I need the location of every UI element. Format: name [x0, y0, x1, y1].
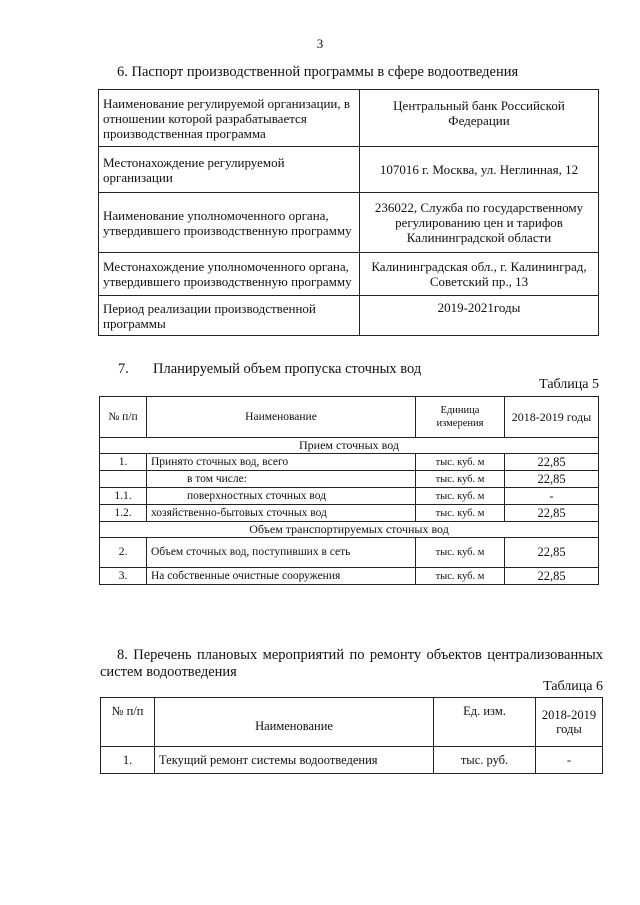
table6-label: Таблица 6 — [543, 679, 603, 694]
row-name: Принято сточных вод, всего — [147, 454, 416, 471]
table-row — [99, 296, 599, 336]
row-num: 1.2. — [100, 505, 147, 522]
row-num: 1. — [101, 747, 155, 774]
passport-value: Центральный банк Российской Федерации — [360, 90, 599, 147]
table-row — [101, 747, 603, 774]
row-num: 1.1. — [100, 488, 147, 505]
header-num: № п/п — [101, 698, 155, 747]
row-num: 3. — [100, 568, 147, 585]
table-header-row — [100, 397, 599, 438]
header-num: № п/п — [100, 397, 147, 438]
table-5 — [99, 396, 599, 585]
row-value: 22,85 — [505, 568, 599, 585]
row-name: хозяйственно-бытовых сточных вод — [147, 505, 416, 522]
row-value: - — [536, 747, 603, 774]
row-name: поверхностных сточных вод — [147, 488, 416, 505]
header-name: Наименование — [147, 397, 416, 438]
row-name: Текущий ремонт системы водоотведения — [155, 747, 434, 774]
row-name: На собственные очистные сооружения — [147, 568, 416, 585]
passport-label: Местонахождение регулируемой организации — [99, 147, 360, 193]
header-unit: Единица измерения — [416, 397, 505, 438]
row-unit: тыс. куб. м — [416, 538, 505, 568]
row-unit: тыс. куб. м — [416, 454, 505, 471]
row-value: 22,85 — [505, 454, 599, 471]
section6-title: 6. Паспорт производственной программы в сфере водоотведения — [117, 64, 519, 80]
section8-title: 8. Перечень плановых мероприятий по ремонту объектов централизованных систем водоотведения — [100, 647, 603, 680]
passport-label: Период реализации производственной программы — [99, 296, 360, 336]
header-unit: Ед. изм. — [434, 698, 536, 747]
header-period: 2018-2019 годы — [505, 397, 599, 438]
table-row — [100, 505, 599, 522]
row-value: 22,85 — [505, 538, 599, 568]
row-value: 22,85 — [505, 471, 599, 488]
row-num — [100, 471, 147, 488]
row-num: 1. — [100, 454, 147, 471]
row-unit: тыс. куб. м — [416, 471, 505, 488]
passport-value: 2019-2021годы — [360, 296, 599, 336]
table-row — [99, 253, 599, 296]
passport-label: Местонахождение уполномоченного органа, утвердившего производственную программу — [99, 253, 360, 296]
passport-value: 107016 г. Москва, ул. Неглинная, 12 — [360, 147, 599, 193]
group-label: Объем транспортируемых сточных вод — [100, 522, 599, 538]
page-number: 3 — [316, 36, 324, 51]
table-row — [100, 471, 599, 488]
group-row — [100, 522, 599, 538]
table-row — [100, 488, 599, 505]
table-row — [99, 147, 599, 193]
group-row — [100, 438, 599, 454]
section7-title: Планируемый объем пропуска сточных вод — [153, 361, 422, 377]
row-num: 2. — [100, 538, 147, 568]
passport-label: Наименование регулируемой организации, в отношении которой разрабатывается производственная программа — [99, 90, 360, 147]
row-name: в том числе: — [147, 471, 416, 488]
row-unit: тыс. руб. — [434, 747, 536, 774]
row-value: - — [505, 488, 599, 505]
row-unit: тыс. куб. м — [416, 568, 505, 585]
group-label: Прием сточных вод — [100, 438, 599, 454]
row-value: 22,85 — [505, 505, 599, 522]
header-period: 2018-2019 годы — [536, 698, 603, 747]
header-name: Наименование — [155, 698, 434, 747]
table-row — [99, 193, 599, 253]
table5-label: Таблица 5 — [539, 377, 599, 392]
row-unit: тыс. куб. м — [416, 488, 505, 505]
passport-value: 236022, Служба по государственному регулированию цен и тарифов Калининградской области — [360, 193, 599, 253]
row-unit: тыс. куб. м — [416, 505, 505, 522]
row-name: Объем сточных вод, поступивших в сеть — [147, 538, 416, 568]
passport-table — [98, 89, 599, 336]
table-row — [100, 454, 599, 471]
table-row — [99, 90, 599, 147]
table-row — [100, 538, 599, 568]
table-6 — [100, 697, 603, 774]
passport-value: Калининградская обл., г. Калининград, Советский пр., 13 — [360, 253, 599, 296]
section7-number: 7. — [118, 361, 129, 377]
table-row — [100, 568, 599, 585]
table-header-row — [101, 698, 603, 747]
passport-label: Наименование уполномоченного органа, утвердившего производственную программу — [99, 193, 360, 253]
